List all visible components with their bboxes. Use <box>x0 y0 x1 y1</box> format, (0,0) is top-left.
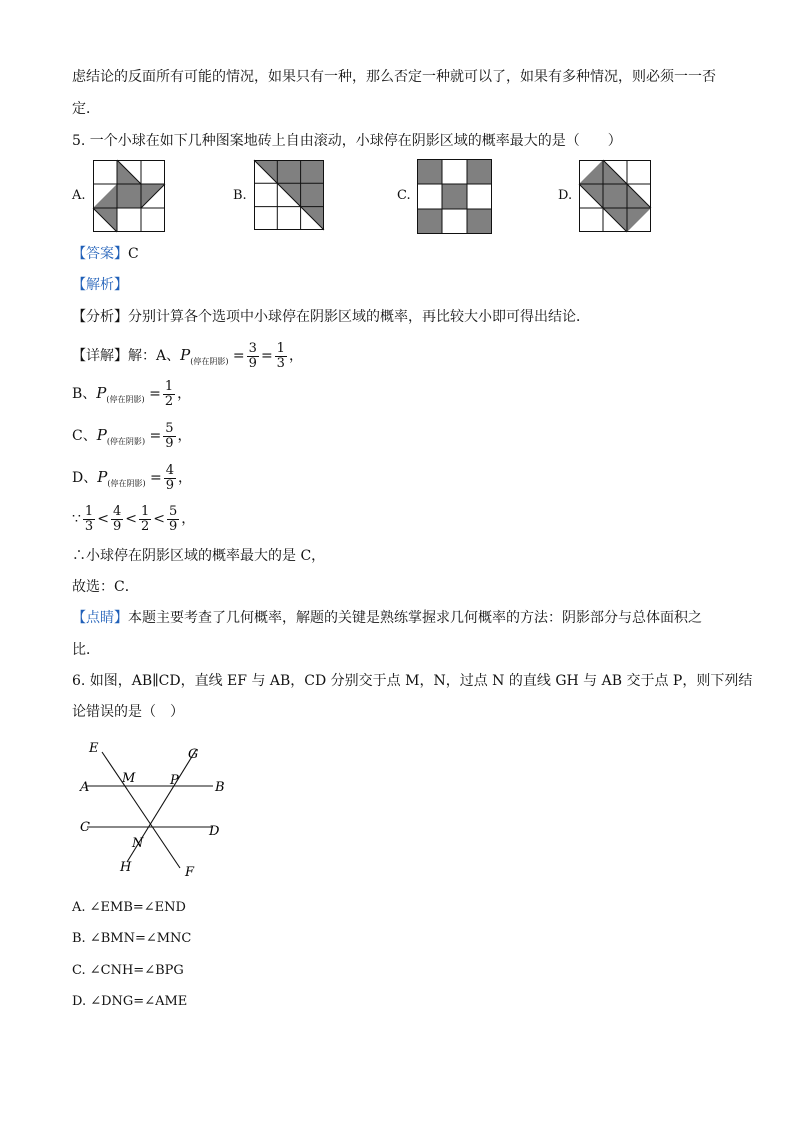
label-d: D <box>209 824 220 839</box>
label-b: B <box>215 780 225 795</box>
frac-num: 5 <box>165 420 174 436</box>
label-p: P <box>170 773 179 788</box>
q6-option-c: C. ∠CNH=∠BPG <box>72 963 184 978</box>
frac-den: 2 <box>164 393 174 409</box>
figure-c-shade <box>442 184 467 209</box>
q5-choose: 故选：C． <box>72 579 139 595</box>
q5-comparison: ∵ $\frac{1}{3}$ < $\frac{4}{9}$ < $\frac{1}{2}$ < $\frac{5}{9}$ ， <box>72 503 196 534</box>
figure-d-shade <box>579 160 651 232</box>
dianjing-text: 本题主要考查了几何概率，解题的关键是熟练掌握求几何概率的方法：阴影部分与总体面积之 <box>128 610 702 626</box>
intro-line-1: 虑结论的反面所有可能的情况，如果只有一种，那么否定一种就可以了，如果有多种情况，则必须一一否 <box>72 69 716 85</box>
frac-den: 2 <box>140 518 150 534</box>
q5-figure-c <box>417 159 492 234</box>
figure-c-shade <box>467 159 492 184</box>
figure-c-shade <box>417 209 442 234</box>
frac-den: 9 <box>165 435 174 451</box>
q5-option-c-label: C. <box>397 188 411 203</box>
frac-den: 9 <box>168 518 178 534</box>
q5-figure-d <box>579 160 651 232</box>
p-subscript: (停在阴影) <box>190 357 229 366</box>
xiangjie-intro: 解：A、 <box>128 348 181 364</box>
p-symbol <box>96 384 144 402</box>
fenxi-tag: 【分析】 <box>72 309 128 325</box>
q5-analysis-tag <box>72 275 128 295</box>
fenxi-text: 分别计算各个选项中小球停在阴影区域的概率，再比较大小即可得出结论． <box>128 309 590 325</box>
q5-xiangjie-a: 【详解】解：A、$P_{(停在阴影)}$ = $\frac{3}{9}$ = $\frac{1}{3}$ ， <box>72 340 303 371</box>
q5-answer <box>72 244 139 264</box>
frac-num: 4 <box>112 503 122 519</box>
dianjing-tag: 【点睛】 <box>72 610 128 626</box>
q5-option-a-label: A. <box>72 188 86 203</box>
p-symbol <box>97 468 145 486</box>
d-label: D、 <box>72 470 98 486</box>
q5-dianjing <box>72 608 702 628</box>
label-c: C <box>80 820 90 835</box>
q5-dianjing-2: 比． <box>72 642 100 658</box>
label-a: A <box>80 780 90 795</box>
because-symbol: ∵ <box>72 511 81 527</box>
figure-c-shade <box>417 159 442 184</box>
p-letter: P <box>180 346 191 364</box>
c-label: C、 <box>72 428 97 444</box>
p-letter: P <box>96 426 107 444</box>
label-f: F <box>185 865 195 880</box>
label-m: M <box>122 771 136 786</box>
label-h: H <box>120 860 132 875</box>
fraction <box>167 505 179 534</box>
p-letter: P <box>96 384 107 402</box>
q6-option-d: D. ∠DNG=∠AME <box>72 994 188 1009</box>
fraction <box>163 422 175 451</box>
p-subscript: (停在阴影) <box>106 437 146 446</box>
q5-figure-a <box>93 160 165 232</box>
analysis-tag: 【解析】 <box>72 277 128 293</box>
q6-option-a: A. ∠EMB=∠END <box>72 900 186 915</box>
fraction <box>164 464 176 493</box>
fraction <box>83 505 95 534</box>
q5-stem: 5. 一个小球在如下几种图案地砖上自由滚动，小球停在阴影区域的概率最大的是（ ） <box>72 133 622 149</box>
figure-a-shade <box>93 160 165 232</box>
frac-num: 1 <box>164 378 174 394</box>
fraction <box>247 342 259 371</box>
p-letter: P <box>97 468 108 486</box>
q6-figure <box>75 738 230 878</box>
p-sub-text: 停在阴影 <box>109 395 142 404</box>
p-symbol <box>180 346 228 364</box>
q5-xiangjie-c: C、$P_{(停在阴影)}$ = $\frac{5}{9}$ ， <box>72 420 192 451</box>
answer-tag: 【答案】 <box>72 246 128 262</box>
xiangjie-tag: 【详解】 <box>72 348 128 364</box>
intro-line-2: 定． <box>72 101 100 117</box>
frac-num: 1 <box>140 503 150 519</box>
q6-option-b: B. ∠BMN=∠MNC <box>72 931 192 946</box>
p-sub-text: 停在阴影 <box>109 437 142 446</box>
q5-xiangjie-d: D、$P_{(停在阴影)}$ = $\frac{4}{9}$ ， <box>72 462 193 493</box>
q6-stem-2: 论错误的是（ ） <box>72 704 184 720</box>
frac-num: 1 <box>276 340 285 356</box>
answer-value: C <box>128 246 139 262</box>
q6-stem-1: 6. 如图，AB∥CD，直线 EF 与 AB，CD 分别交于点 M，N，过点 N 的直线 GH 与 AB 交于点 P，则下列结 <box>72 673 753 689</box>
fraction <box>163 380 175 409</box>
fraction <box>139 505 151 534</box>
frac-den: 9 <box>248 355 257 371</box>
q5-option-b-label: B. <box>233 188 247 203</box>
q5-figure-b <box>254 160 324 230</box>
figure-c-shade <box>467 209 492 234</box>
p-sub-text: 停在阴影 <box>193 357 226 366</box>
p-subscript: (停在阴影) <box>107 479 146 488</box>
frac-den: 3 <box>84 518 94 534</box>
q5-option-d-label: D. <box>558 188 573 203</box>
q5-fenxi <box>72 307 590 327</box>
frac-num: 3 <box>248 340 257 356</box>
frac-num: 5 <box>168 503 178 519</box>
fraction <box>275 342 287 371</box>
label-g: G <box>188 747 199 762</box>
b-label: B、 <box>72 386 97 402</box>
label-e: E <box>89 741 99 756</box>
p-subscript: (停在阴影) <box>106 395 145 404</box>
label-n: N <box>132 836 144 851</box>
frac-den: 9 <box>165 477 175 493</box>
fraction <box>111 505 123 534</box>
q5-conclusion: ∴小球停在阴影区域的概率最大的是 C， <box>72 548 326 564</box>
frac-num: 4 <box>165 462 175 478</box>
p-symbol <box>97 426 145 444</box>
frac-den: 9 <box>112 518 122 534</box>
frac-num: 1 <box>84 503 94 519</box>
p-sub-text: 停在阴影 <box>110 479 143 488</box>
q5-xiangjie-b: B、$P_{(停在阴影)}$ = $\frac{1}{2}$ ， <box>72 378 192 409</box>
frac-den: 3 <box>276 355 285 371</box>
